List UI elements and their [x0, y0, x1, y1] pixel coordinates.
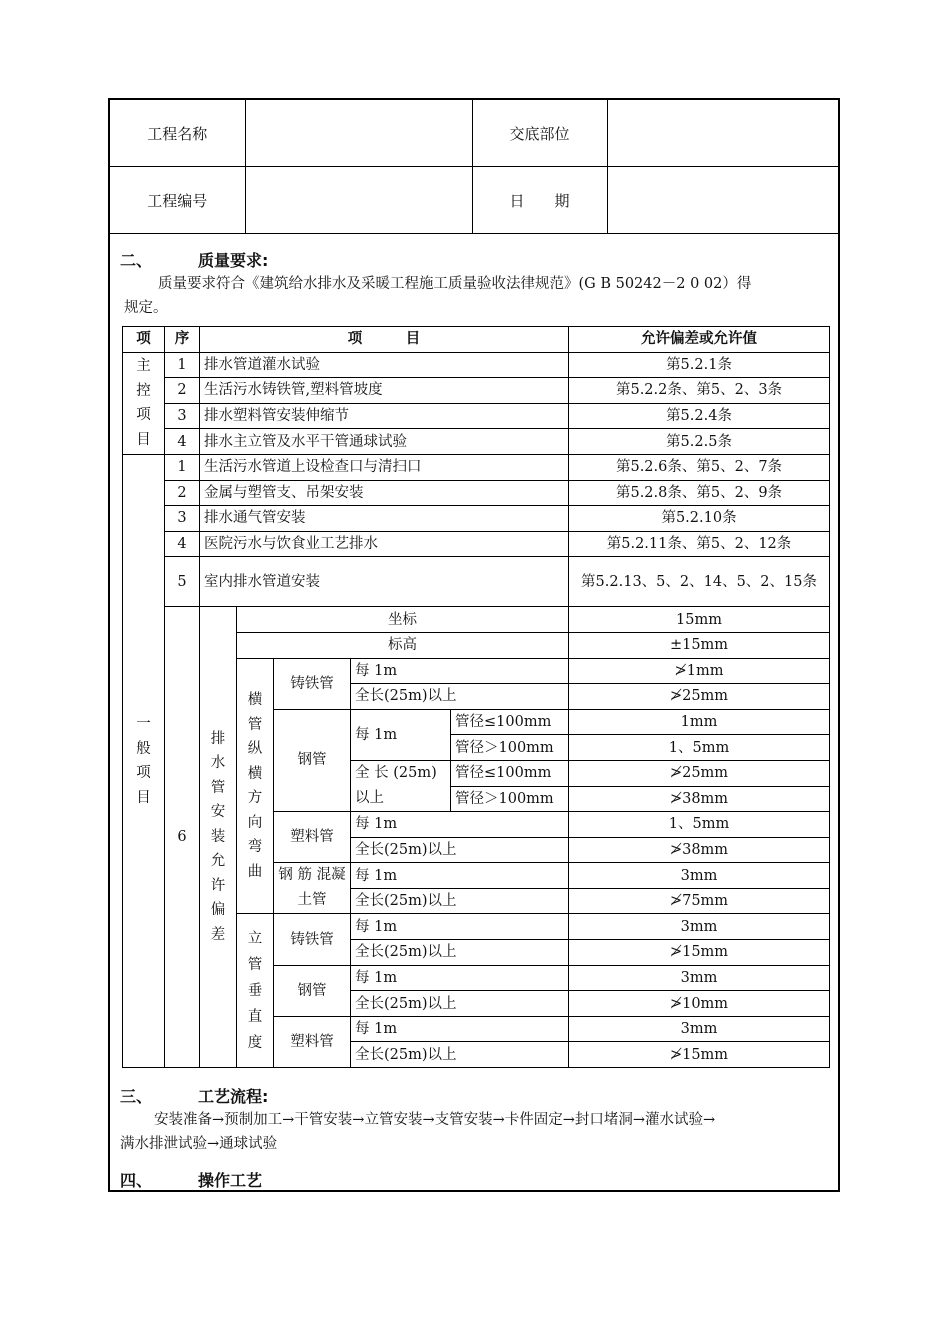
- coord-label: 坐标: [237, 607, 569, 633]
- full-length-label: 全长(25m)以上: [351, 991, 569, 1017]
- col-header-item: 项 目: [200, 327, 569, 353]
- table-row: [123, 557, 830, 607]
- full-length-label: 全长(25m)以上: [351, 684, 569, 710]
- row-item: 生活污水管道上设检查口与清扫口: [200, 454, 569, 480]
- section-2-para1: 质量要求符合《建筑给水排水及采暖工程施工质量验收法律规范》(G B 50242－2 0 02）得: [158, 276, 752, 292]
- table-row: [123, 454, 830, 480]
- project-name-field[interactable]: [245, 100, 472, 167]
- row-value: 第5.2.5条: [569, 429, 830, 455]
- general-group: 一 般 项 目: [123, 454, 165, 1067]
- section-3-heading: [120, 1084, 268, 1107]
- row-value: 第5.2.4条: [569, 403, 830, 429]
- elev-label: 标高: [237, 632, 569, 658]
- row-seq: 3: [165, 403, 200, 429]
- full-length-label: 全长(25m)以上: [351, 888, 569, 914]
- row-seq: 5: [165, 557, 200, 607]
- row-value: 第5.2.2条、第5、2、3条: [569, 378, 830, 404]
- section-3-title: 工艺流程:: [198, 1087, 269, 1106]
- row-seq: 2: [165, 378, 200, 404]
- full-length-label: 全长(25m)以上: [351, 1042, 569, 1068]
- row-value: 第5.2.13、5、2、14、5、2、15条: [569, 557, 830, 607]
- row-item: 医院污水与饮食业工艺排水: [200, 531, 569, 557]
- date-label: 日 期: [472, 167, 607, 234]
- row-item: 室内排水管道安装: [200, 557, 569, 607]
- coord-value: 15mm: [569, 607, 830, 633]
- section-2-para2: 规定。: [124, 300, 168, 316]
- tol-value: 1、5mm: [569, 735, 830, 761]
- row-item: 生活污水铸铁管,塑料管坡度: [200, 378, 569, 404]
- section-2-text: [124, 272, 834, 320]
- per-1m-label: 每 1m: [351, 709, 451, 760]
- tol-value: 3mm: [569, 1016, 830, 1042]
- table-row: [123, 429, 830, 455]
- per-1m-label: 每 1m: [351, 812, 569, 838]
- tol-value: 1mm: [569, 709, 830, 735]
- row-value: 第5.2.8条、第5、2、9条: [569, 480, 830, 506]
- tol-value: ≯10mm: [569, 991, 830, 1017]
- section-4-heading: [120, 1168, 262, 1191]
- tol-value: ≯38mm: [569, 837, 830, 863]
- section-3-line1: 安装准备→预制加工→干管安装→立管安装→支管安装→卡件固定→封口堵洞→灌水试验→: [154, 1112, 716, 1128]
- tol-value: ≯15mm: [569, 940, 830, 966]
- date-field[interactable]: [607, 167, 838, 234]
- row-value: 第5.2.11条、第5、2、12条: [569, 531, 830, 557]
- row-value: 第5.2.6条、第5、2、7条: [569, 454, 830, 480]
- steel-label: 钢管: [274, 709, 351, 811]
- full-length-label: 全 长 (25m)以上: [351, 760, 451, 811]
- plastic-label: 塑料管: [274, 1016, 351, 1067]
- tol-value: 3mm: [569, 965, 830, 991]
- quality-table: [122, 326, 830, 1068]
- per-1m-label: 每 1m: [351, 1016, 569, 1042]
- steel-label: 钢管: [274, 965, 351, 1016]
- row-seq: 4: [165, 531, 200, 557]
- vertical-label: 立 管 垂 直 度: [237, 914, 274, 1068]
- project-no-field[interactable]: [245, 167, 472, 234]
- tol-value: ≯1mm: [569, 658, 830, 684]
- section-2-heading: [120, 248, 268, 271]
- row-seq: 4: [165, 429, 200, 455]
- row-seq: 2: [165, 480, 200, 506]
- row-seq: 1: [165, 454, 200, 480]
- tol-value: ≯38mm: [569, 786, 830, 812]
- row6-seq: 6: [165, 607, 200, 1068]
- col-header-tolerance: 允许偏差或允许值: [569, 327, 830, 353]
- row-value: 第5.2.1条: [569, 352, 830, 378]
- section-3-number: 三、: [120, 1087, 153, 1106]
- section-2-title: 质量要求:: [198, 251, 269, 270]
- dia-le-label: 管径≤100mm: [451, 709, 569, 735]
- location-field[interactable]: [607, 100, 838, 167]
- document-frame: [108, 98, 840, 1192]
- concrete-label: 钢 筋 混凝土管: [274, 863, 351, 914]
- cast-iron-label: 铸铁管: [274, 914, 351, 965]
- row-seq: 1: [165, 352, 200, 378]
- per-1m-label: 每 1m: [351, 914, 569, 940]
- table-row: [123, 480, 830, 506]
- col-header-category: 项: [123, 327, 165, 353]
- table-row: [123, 506, 830, 532]
- row-seq: 3: [165, 506, 200, 532]
- elev-value: ±15mm: [569, 632, 830, 658]
- table-row: [123, 403, 830, 429]
- plastic-label: 塑料管: [274, 812, 351, 863]
- table-row: [123, 352, 830, 378]
- table-row: [123, 607, 830, 633]
- cast-iron-label: 铸铁管: [274, 658, 351, 709]
- tol-value: 1、5mm: [569, 812, 830, 838]
- row6-label: 排 水 管 安 装 允 许 偏 差: [200, 607, 237, 1068]
- project-no-label: 工程编号: [110, 167, 245, 234]
- tol-value: ≯15mm: [569, 1042, 830, 1068]
- table-row: [123, 378, 830, 404]
- horizontal-label: 横 管 纵 横 方 向 弯 曲: [237, 658, 274, 914]
- location-label: 交底部位: [472, 100, 607, 167]
- row-item: 金属与塑管支、吊架安装: [200, 480, 569, 506]
- section-3-text: [120, 1108, 830, 1156]
- tol-value: 3mm: [569, 863, 830, 889]
- dia-gt-label: 管径＞100mm: [451, 735, 569, 761]
- section-4-number: 四、: [120, 1171, 153, 1190]
- tol-value: ≯75mm: [569, 888, 830, 914]
- table-row: [123, 531, 830, 557]
- tol-value: ≯25mm: [569, 684, 830, 710]
- section-3-line2: 满水排泄试验→通球试验: [120, 1136, 278, 1152]
- tol-value: ≯25mm: [569, 760, 830, 786]
- row-item: 排水通气管安装: [200, 506, 569, 532]
- per-1m-label: 每 1m: [351, 863, 569, 889]
- row-item: 排水管道灌水试验: [200, 352, 569, 378]
- tol-value: 3mm: [569, 914, 830, 940]
- row-value: 第5.2.10条: [569, 506, 830, 532]
- row-item: 排水主立管及水平干管通球试验: [200, 429, 569, 455]
- header-table: [110, 100, 838, 234]
- full-length-label: 全长(25m)以上: [351, 837, 569, 863]
- full-length-label: 全长(25m)以上: [351, 940, 569, 966]
- dia-gt-label: 管径＞100mm: [451, 786, 569, 812]
- col-header-seq: 序: [165, 327, 200, 353]
- project-name-label: 工程名称: [110, 100, 245, 167]
- per-1m-label: 每 1m: [351, 658, 569, 684]
- dia-le-label: 管径≤100mm: [451, 760, 569, 786]
- section-4-title: 操作工艺: [198, 1171, 263, 1190]
- row-item: 排水塑料管安装伸缩节: [200, 403, 569, 429]
- section-2-number: 二、: [120, 251, 153, 270]
- per-1m-label: 每 1m: [351, 965, 569, 991]
- main-control-group: 主 控 项 目: [123, 352, 165, 454]
